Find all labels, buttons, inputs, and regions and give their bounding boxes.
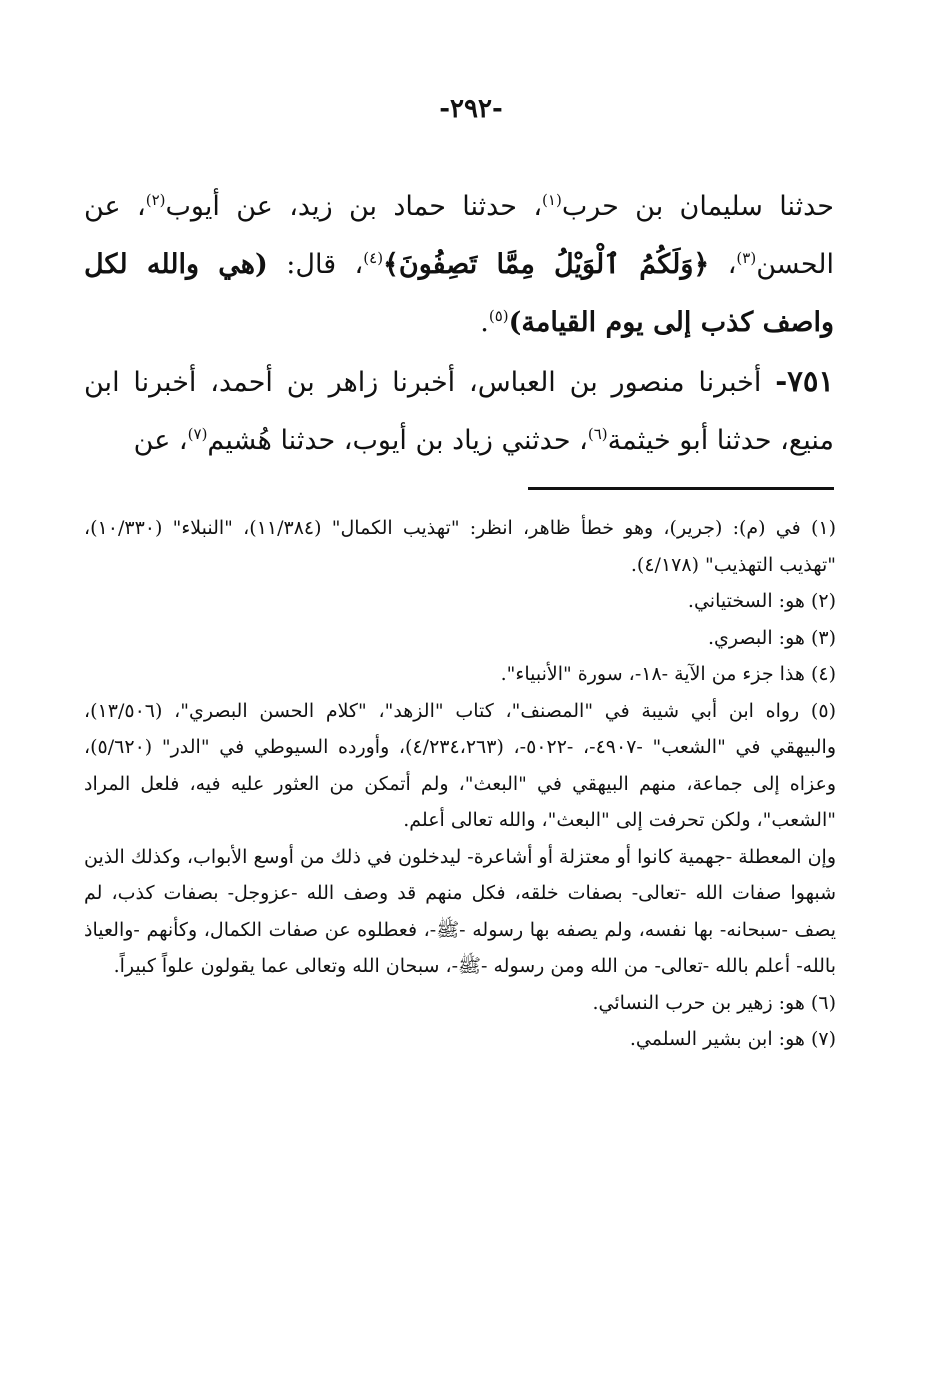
text-segment: ، عن bbox=[133, 425, 188, 456]
footnote-ref-2: (٢) bbox=[145, 191, 166, 209]
footnote-4: (٤) هذا جزء من الآية -١٨-، سورة "الأنبياء". bbox=[500, 663, 836, 685]
footnote-ref-4: (٤) bbox=[363, 249, 384, 267]
page-number: -٢٩٢- bbox=[439, 94, 503, 124]
text-segment: . bbox=[480, 307, 489, 338]
footnote-ref-5: (٥) bbox=[488, 307, 509, 325]
text-segment: أخبرنا منصور بن العباس، أخبرنا زاهر بن أحمد، أخبرنا ابن منيع، حدثنا أبو خيثمة bbox=[84, 367, 834, 456]
text-segment: ، قال: bbox=[267, 249, 364, 280]
text-segment: ، bbox=[709, 249, 737, 280]
footnote-5-continuation: وإن المعطلة -جهمية كانوا أو معتزلة أو أشاعرة- ليدخلون في ذلك من أوسع الأبواب، وكذلك الذين شبهوا صفات الله -تعالى- بصفات خلقه، فكل منهم قد وصف الله -عزوجل- بصفات كذب، لم يصف -سبحانه- بها نفسه، ولم يصفه بها رسوله -ﷺ-، فعطلوه عن صفات الكمال، وكأنهم -والعياذ بالله- أعلم بالله -تعالى- من الله ومن رسوله -ﷺ-، سبحان الله وتعالى عما يقولون علواً كبيراً. bbox=[84, 845, 836, 977]
footnote-5: (٥) رواه ابن أبي شيبة في "المصنف"، كتاب "الزهد"، "كلام الحسن البصري"، (١٣/٥٠٦)، والبيهقي في "الشعب" -٤٩٠٧-، -٥٠٢٢-، (٤/٢٣٤،٢٦٣)، وأورده السيوطي في "الدر" (٥/٦٢٠)، وعزاه إلى جماعة، منهم البيهقي في "البعث"، ولم أتمكن من العثور عليه فيه، فلعل المراد "الشعب"، ولكن تحرفت إلى "البعث"، والله تعالى أعلم. bbox=[84, 699, 836, 831]
footnote-7: (٧) هو: ابن بشير السلمي. bbox=[629, 1028, 836, 1050]
hadith-751-paragraph bbox=[84, 352, 834, 470]
footnote-ref-7: (٧) bbox=[187, 425, 208, 443]
footnotes bbox=[84, 510, 836, 1058]
hadith-750-paragraph bbox=[84, 178, 834, 352]
footnote-separator bbox=[528, 487, 834, 490]
hasan-quote: (هي والله لكل واصف كذب إلى يوم القيامة) bbox=[84, 249, 834, 338]
footnote-ref-1: (١) bbox=[542, 191, 562, 209]
text-segment: ، حدثني زياد بن أيوب، حدثنا هُشيم bbox=[207, 425, 588, 456]
hadith-number: ٧٥١- bbox=[775, 364, 834, 398]
text-segment: ، عن الحسن bbox=[84, 191, 834, 280]
main-text bbox=[84, 178, 834, 470]
text-segment: حدثنا سليمان بن حرب bbox=[561, 191, 834, 222]
footnote-ref-6: (٦) bbox=[587, 425, 608, 443]
footnote-6: (٦) هو: زهير بن حرب النسائي. bbox=[592, 991, 836, 1014]
footnote-2: (٢) هو: السختياني. bbox=[687, 590, 836, 612]
footnote-3: (٣) هو: البصري. bbox=[707, 626, 836, 649]
footnote-ref-3: (٣) bbox=[736, 249, 757, 267]
footnote-1: (١) في (م): (جرير)، وهو خطأ ظاهر، انظر: "تهذيب الكمال" (١١/٣٨٤)، "النبلاء" (١٠/٣٣٠)، "تهذيب التهذيب" (٤/١٧٨). bbox=[84, 517, 836, 576]
text-segment: ، حدثنا حماد بن زيد، عن أيوب bbox=[165, 191, 543, 222]
quran-verse: ﴿وَلَكُمُ ٱلْوَيْلُ مِمَّا تَصِفُونَ﴾ bbox=[383, 249, 710, 280]
